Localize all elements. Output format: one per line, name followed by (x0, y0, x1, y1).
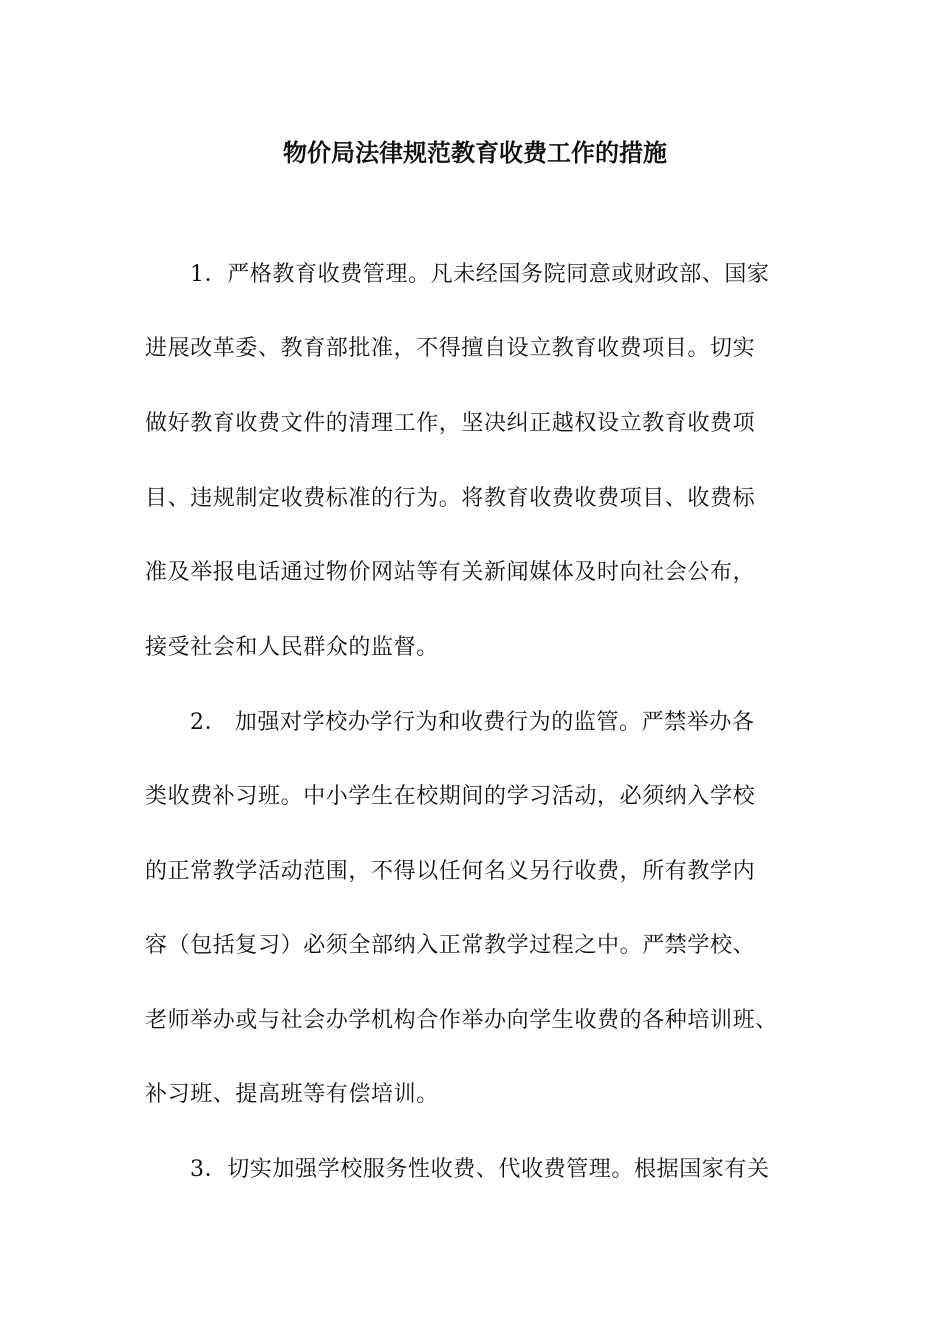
paragraph-2-line-5: 老师举办或与社会办学机构合作举办向学生收费的各种培训班、 (145, 1008, 778, 1033)
paragraph-2-line-4: 容（包括复习）必须全部纳入正常教学过程之中。严禁学校、 (145, 933, 756, 958)
document-title: 物价局法律规范教育收费工作的措施 (283, 139, 667, 167)
paragraph-2-line-2: 类收费补习班。中小学生在校期间的学习活动，必须纳入学校 (145, 784, 756, 809)
paragraph-2-line-3: 的正常教学活动范围，不得以任何名义另行收费，所有教学内 (145, 859, 756, 884)
paragraph-1-line-6: 接受社会和人民群众的监督。 (145, 635, 439, 660)
paragraph-3-line-1: 3．切实加强学校服务性收费、代收费管理。根据国家有关 (190, 1157, 770, 1182)
paragraph-1-line-2: 进展改革委、教育部批准，不得擅自设立教育收费项目。切实 (145, 336, 756, 361)
paragraph-1-line-4: 目、违规制定收费标准的行为。将教育收费收费项目、收费标 (145, 486, 756, 511)
paragraph-1-line-1: 1．严格教育收费管理。凡未经国务院同意或财政部、国家 (190, 262, 770, 287)
paragraph-2-line-1: 2． 加强对学校办学行为和收费行为的监管。严禁举办各 (190, 710, 755, 735)
paragraph-2-line-6: 补习班、提高班等有偿培训。 (145, 1082, 439, 1107)
paragraph-1-line-3: 做好教育收费文件的清理工作，坚决纠正越权设立教育收费项 (145, 411, 756, 436)
paragraph-1-line-5: 准及举报电话通过物价网站等有关新闻媒体及时向社会公布， (145, 560, 756, 585)
